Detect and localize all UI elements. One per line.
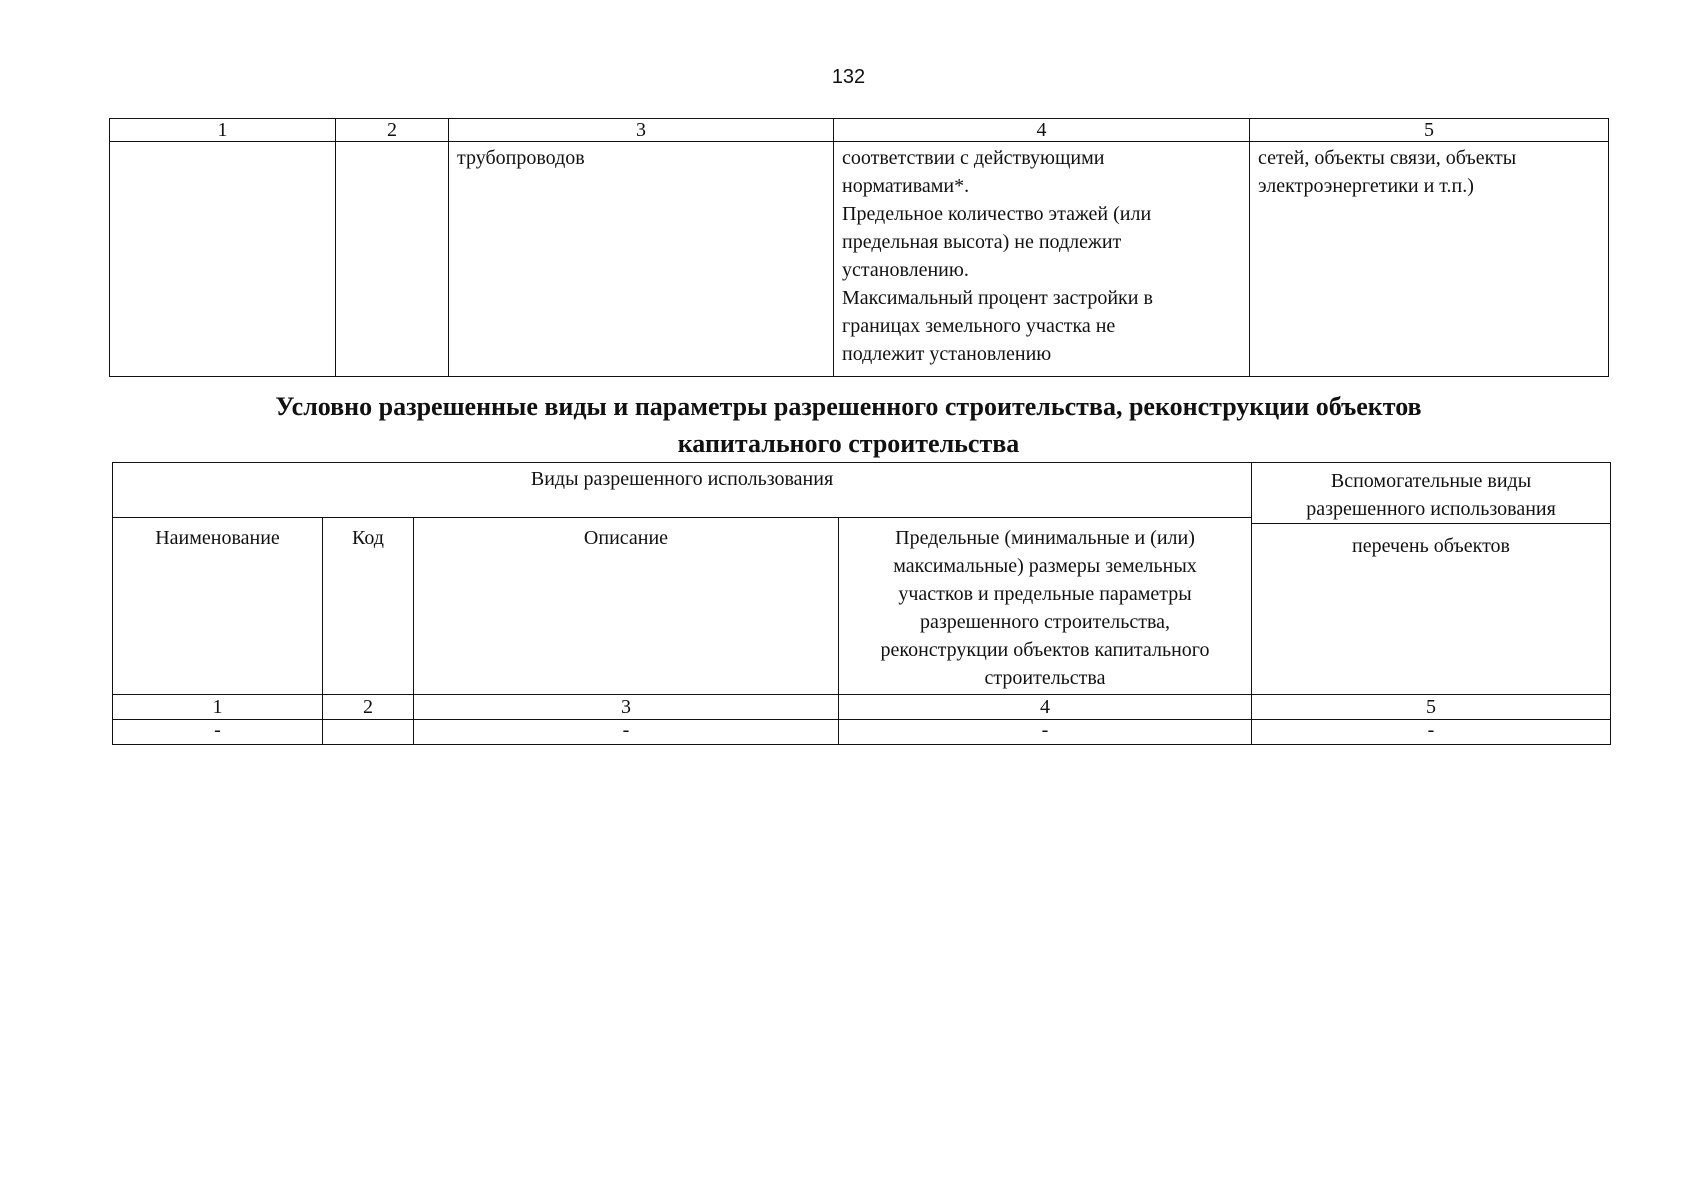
text-line: разрешенного использования bbox=[1306, 498, 1556, 520]
column-header-object-list: перечень объектов bbox=[1352, 535, 1511, 557]
cell-code bbox=[323, 720, 414, 745]
column-number: 2 bbox=[336, 119, 449, 142]
text-line: предельная высота) не подлежит bbox=[842, 231, 1122, 253]
group-header-permitted-uses: Виды разрешенного использования bbox=[113, 463, 1252, 518]
column-number: 3 bbox=[414, 695, 839, 720]
column-number-row bbox=[113, 695, 1611, 720]
group-header-auxiliary bbox=[1252, 463, 1611, 695]
text-line: соответствии с действующими bbox=[842, 147, 1105, 169]
column-number-row bbox=[110, 119, 1609, 142]
table-row bbox=[110, 142, 1609, 377]
section-heading-continued: капитального строительства bbox=[677, 429, 1020, 458]
column-number: 4 bbox=[839, 695, 1252, 720]
text-line: установлению. bbox=[842, 259, 969, 281]
text-line: максимальные) размеры земельных bbox=[893, 555, 1197, 577]
cell-parameters: - bbox=[839, 720, 1252, 745]
text-line: границах земельного участка не bbox=[842, 315, 1116, 337]
text-line: нормативами*. bbox=[842, 175, 970, 197]
group-header-row bbox=[113, 463, 1611, 518]
column-header-description: Описание bbox=[414, 518, 839, 695]
text-line: подлежит установлению bbox=[842, 343, 1052, 365]
column-number: 2 bbox=[323, 695, 414, 720]
text-line: участков и предельные параметры bbox=[898, 583, 1192, 605]
column-number: 5 bbox=[1252, 695, 1611, 720]
column-number: 3 bbox=[449, 119, 834, 142]
text-line: Вспомогательные виды bbox=[1330, 470, 1532, 492]
text-line: Предельное количество этажей (или bbox=[842, 203, 1152, 225]
text-line: строительства bbox=[984, 667, 1106, 689]
cell-description: - bbox=[414, 720, 839, 745]
text-line: Максимальный процент застройки в bbox=[842, 287, 1153, 309]
column-number: 1 bbox=[110, 119, 336, 142]
conditional-uses-table bbox=[112, 462, 1611, 745]
text-line: разрешенного строительства, bbox=[920, 611, 1170, 633]
column-header-name: Наименование bbox=[113, 518, 323, 695]
column-number: 5 bbox=[1250, 119, 1609, 142]
text-line: Предельные (минимальные и (или) bbox=[895, 527, 1195, 549]
text-line: реконструкции объектов капитального bbox=[880, 639, 1210, 661]
cell-parameters bbox=[834, 142, 1250, 377]
cell-name bbox=[110, 142, 336, 377]
cell-description: трубопроводов bbox=[449, 142, 834, 377]
section-heading: Условно разрешенные виды и параметры разрешенного строительства, реконструкции объектов bbox=[275, 392, 1422, 421]
continuation-table bbox=[109, 118, 1609, 377]
cell-code bbox=[336, 142, 449, 377]
cell-name: - bbox=[113, 720, 323, 745]
page-number: 132 bbox=[831, 66, 866, 88]
column-header-parameters bbox=[839, 518, 1252, 695]
column-number: 4 bbox=[834, 119, 1250, 142]
column-header-code: Код bbox=[323, 518, 414, 695]
text-line: электроэнергетики и т.п.) bbox=[1258, 175, 1474, 197]
column-number: 1 bbox=[113, 695, 323, 720]
cell-auxiliary: - bbox=[1252, 720, 1611, 745]
table-row bbox=[113, 720, 1611, 745]
text-line: сетей, объекты связи, объекты bbox=[1258, 147, 1517, 169]
cell-auxiliary bbox=[1250, 142, 1609, 377]
